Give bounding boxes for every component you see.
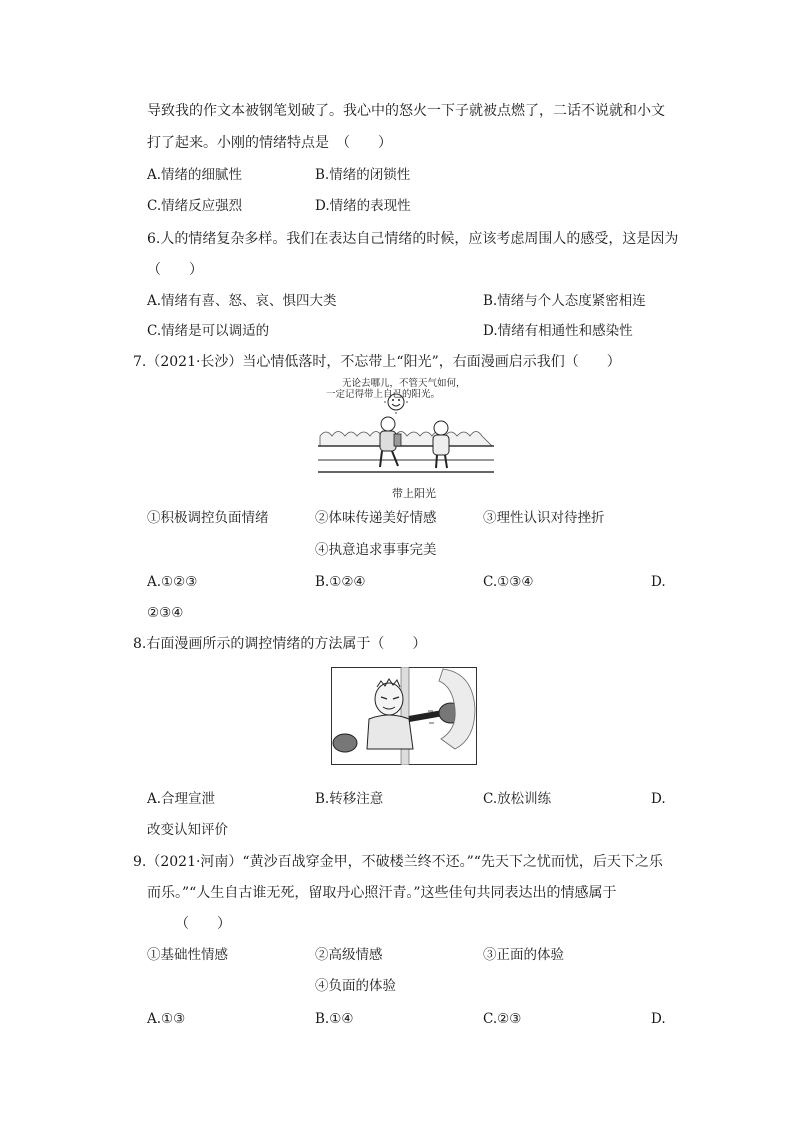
q9-stem-line3: （ ） xyxy=(175,916,231,932)
q8-stem-line1: 8.右面漫画所示的调控情绪的方法属于（ ） xyxy=(133,636,427,652)
q7-option-d-label: D. xyxy=(651,574,666,590)
q7-statement-4: ④执意追求事事完美 xyxy=(315,542,437,558)
q7-statement-2: ②体味传递美好情感 xyxy=(315,510,437,526)
q5-stem-line1: 导致我的作文本被钢笔划破了。我心中的怒火一下子就被点燃了，二话不说就和小文 xyxy=(147,103,665,119)
q7-option-a: A.①②③ xyxy=(147,574,198,590)
q5-option-a: A.情绪的细腻性 xyxy=(147,167,243,183)
q7-option-b: B.①②④ xyxy=(315,574,366,590)
cartoon-speech-text-2: 一定记得带上自己的阳光。 xyxy=(326,389,441,400)
cartoon-caption: 带上阳光 xyxy=(392,487,436,500)
q9-statement-3: ③正面的体验 xyxy=(483,947,564,963)
q7-stem-line1: 7.（2021·长沙）当心情低落时，不忘带上“阳光”，右面漫画启示我们（ ） xyxy=(133,354,621,370)
q8-option-b: B.转移注意 xyxy=(315,791,384,807)
q5-option-c: C.情绪反应强烈 xyxy=(147,198,243,214)
q5-option-b: B.情绪的闭锁性 xyxy=(315,167,411,183)
q7-statement-1: ①积极调控负面情绪 xyxy=(147,510,269,526)
q7-option-c: C.①③④ xyxy=(483,574,534,590)
q8-option-c: C.放松训练 xyxy=(483,791,552,807)
q8-option-d-label: D. xyxy=(651,791,666,807)
q8-option-a: A.合理宣泄 xyxy=(147,791,216,807)
q9-statement-1: ①基础性情感 xyxy=(147,947,228,963)
q6-option-b: B.情绪与个人态度紧密相连 xyxy=(483,293,646,309)
q9-option-d-label: D. xyxy=(651,1011,666,1027)
q9-option-b: B.①④ xyxy=(315,1011,354,1027)
q6-option-c: C.情绪是可以调适的 xyxy=(147,323,270,339)
q9-stem-line1: 9.（2021·河南）“黄沙百战穿金甲，不破楼兰终不还。”“先天下之忧而忧，后天下之乐 xyxy=(133,854,663,870)
q5-stem-line2: 打了起来。小刚的情绪特点是 （ ） xyxy=(147,135,392,151)
boxing-cartoon-illustration xyxy=(331,667,477,765)
q6-stem-line2: （ ） xyxy=(147,262,203,278)
q7-cartoon xyxy=(316,374,496,502)
q5-option-d: D.情绪的表现性 xyxy=(315,198,411,214)
q6-option-a: A.情绪有喜、怒、哀、惧四大类 xyxy=(147,293,337,309)
q9-statement-2: ②高级情感 xyxy=(315,947,383,963)
q7-statement-3: ③理性认识对待挫折 xyxy=(483,510,605,526)
q6-option-d: D.情绪有相通性和感染性 xyxy=(483,323,633,339)
q9-stem-line2: 而乐。”“人生自古谁无死，留取丹心照汗青。”这些佳句共同表达出的情感属于 xyxy=(147,885,617,901)
q8-option-d-text: 改变认知评价 xyxy=(147,822,228,838)
q9-option-a: A.①③ xyxy=(147,1011,186,1027)
q9-option-c: C.②③ xyxy=(483,1011,522,1027)
q6-stem-line1: 6.人的情绪复杂多样。我们在表达自己情绪的时候，应该考虑周围人的感受，这是因为 xyxy=(147,231,679,247)
q7-option-d-text: ②③④ xyxy=(147,605,184,621)
cartoon-speech-text-1: 无论去哪儿，不管天气如何， xyxy=(342,378,466,389)
q9-statement-4: ④负面的体验 xyxy=(315,978,396,994)
q8-cartoon xyxy=(331,667,477,765)
